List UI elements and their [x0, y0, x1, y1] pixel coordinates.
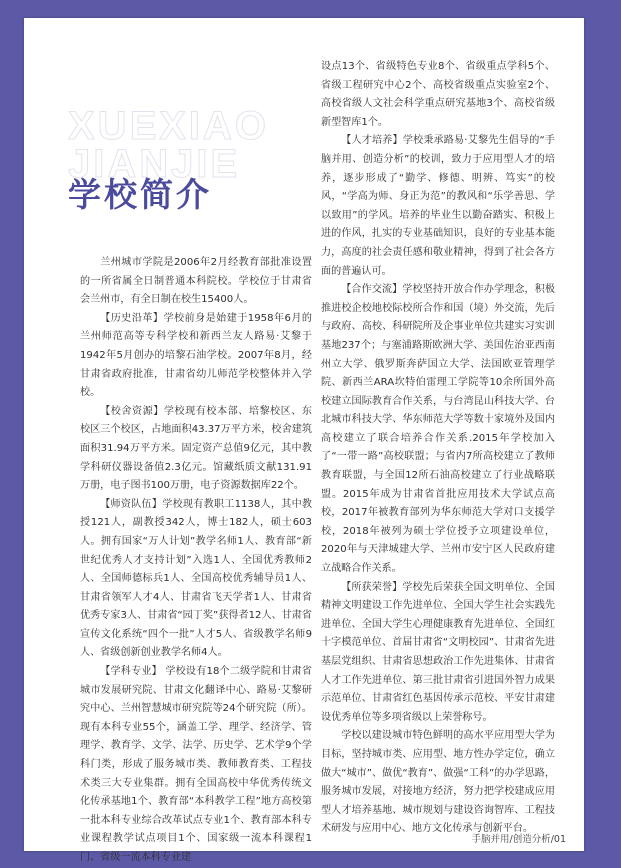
paragraph-disciplines-continued: 设点13个、省级特色专业8个、省级重点学科5个、省级工程研究中心2个、高校省级重点实验室2个、高校省级人文社会科学重点研究基地3个、高校省级新型智库1个。 [321, 61, 555, 128]
brochure-page [24, 18, 584, 863]
paragraph-campus-resources: 【校舍资源】学校现有校本部、培黎校区、东校区三个校区，占地面积43.37万平方米，校舍建筑面积31.94万平方米。固定资产总值9亿元，其中教学科研仪器设备值2.3亿元。馆藏纸质文献131.91万册，电子图书100万册，电子资源数据库22个。 [80, 405, 312, 492]
paragraph-history: 【历史沿革】学校前身是始建于1958年6月的兰州师范高等专科学校和新西兰友人路易·艾黎于1942年5月创办的培黎石油学校。2007年8月，经甘肃省政府批准，甘肃省幼儿师范学校整体并入学校。 [80, 312, 312, 399]
page-title: 学校简介 [68, 175, 212, 214]
page-footer: 手脑并用/创造分析/01 [471, 834, 566, 845]
paragraph-goals: 学校以建设城市特色鲜明的高水平应用型大学为目标，坚持城市类、应用型、地方性办学定位，确立做大“城市”、做优“教育”、做强“工科”的办学思路，服务城市发展，对接地方经济，努力把学校建成应用型人才培养基地、城市规划与建设咨询智库、工程技术研发与应用中心、地方文化传承与创新平台。 [321, 730, 555, 835]
paragraph-faculty: 【师资队伍】学校现有教职工1138人，其中教授121人，副教授342人，博士182人，硕士603人。拥有国家“万人计划”教学名师1人、教育部“新世纪优秀人才支持计划”入选1人、全国优秀教师2人、全国师德标兵1人、全国高校优秀辅导员1人、甘肃省领军人才4人、甘肃省飞天学者1人、甘肃省优秀专家3人、甘肃省“园丁奖”获得者12人、甘肃省宣传文化系统“四个一批”人才5人、省级教学名师9人、省级创新创业教学名师4人。 [80, 498, 312, 659]
paragraph-cooperation-exchange: 【合作交流】学校坚持开放合作办学理念，积极推进校企校地校际校所合作和国（境）外交流，先后与政府、高校、科研院所及企事业单位共建实习实训基地237个；与塞浦路斯欧洲大学、美国佐治亚西南州立大学、俄罗斯奔萨国立大学、法国欧亚管理学院、新西兰ARA坎特伯雷理工学院等10余所国外高校建立国际教育合作关系，与台湾昆山科技大学、台北城市科技大学、华东师范大学等数十家境外及国内高校建立了联合培养合作关系.2015年学校加入了“一带一路”高校联盟；与省内7所高校建立了教师教育联盟，与全国12所石油高校建立了行业战略联盟。2015年成为甘肃省首批应用技术大学试点高校，2017年被教育部列为华东师范大学对口支援学校，2018年被列为硕士学位授予立项建设单位，2020年与天津城建大学、兰州市安宁区人民政府建立战略合作关系。 [321, 284, 555, 575]
decorative-pinyin-xuexiao: XUEXIAO [68, 104, 270, 148]
right-text-column [321, 58, 555, 839]
paragraph-disciplines: 【学科专业】 学校设有18个二级学院和甘肃省城市发展研究院、甘肃文化翻译中心、路易·艾黎研究中心、兰州智慧城市研究院等24个研究院（所）。现有本科专业55个，涵盖工学、理学、经济学、管理学、教育学、文学、法学、历史学、艺术学9个学科门类，形成了服务城市类、教师教育类、工程技术类三大专业集群。拥有全国高校中华优秀传统文化传承基地1个、教育部“本科教学工程”地方高校第一批本科专业综合改革试点专业1个、教育部本科专业课程教学试点项目1个、国家级一流本科课程1门、省级一流本科专业建 [80, 666, 312, 863]
paragraph-honors: 【所获荣誉】学校先后荣获全国文明单位、全国精神文明建设工作先进单位、全国大学生社会实践先进单位、全国大学生心理健康教育先进单位、全国红十字模范单位、首届甘肃省“文明校园”、甘肃省先进基层党组织、甘肃省思想政治工作先进集体、甘肃省人才工作先进单位、第三批甘肃省引进国外智力成果示范单位、甘肃省红色基因传承示范校、平安甘肃建设优秀单位等多项省级以上荣誉称号。 [321, 581, 555, 723]
left-text-column [80, 254, 312, 868]
paragraph-talent-cultivation: 【人才培养】学校秉承路易·艾黎先生倡导的“手脑并用、创造分析”的校训，致力于应用型人才的培养，逐步形成了“勤学、修德、明辨、笃实”的校风，“学高为师、身正为范”的教风和“乐学善思、学以致用”的学风。培养的毕业生以勤奋踏实、积极上进的作风，扎实的专业基础知识，良好的专业基本能力，高度的社会责任感和敬业精神，得到了社会各方面的普遍认可。 [321, 135, 555, 277]
decorative-pinyin-jianjie: JIANJIE [68, 142, 241, 186]
paragraph-intro: 兰州城市学院是2006年2月经教育部批准设置的一所省属全日制普通本科院校。学校位于甘肃省会兰州市，有全日制在校生15400人。 [80, 257, 312, 306]
